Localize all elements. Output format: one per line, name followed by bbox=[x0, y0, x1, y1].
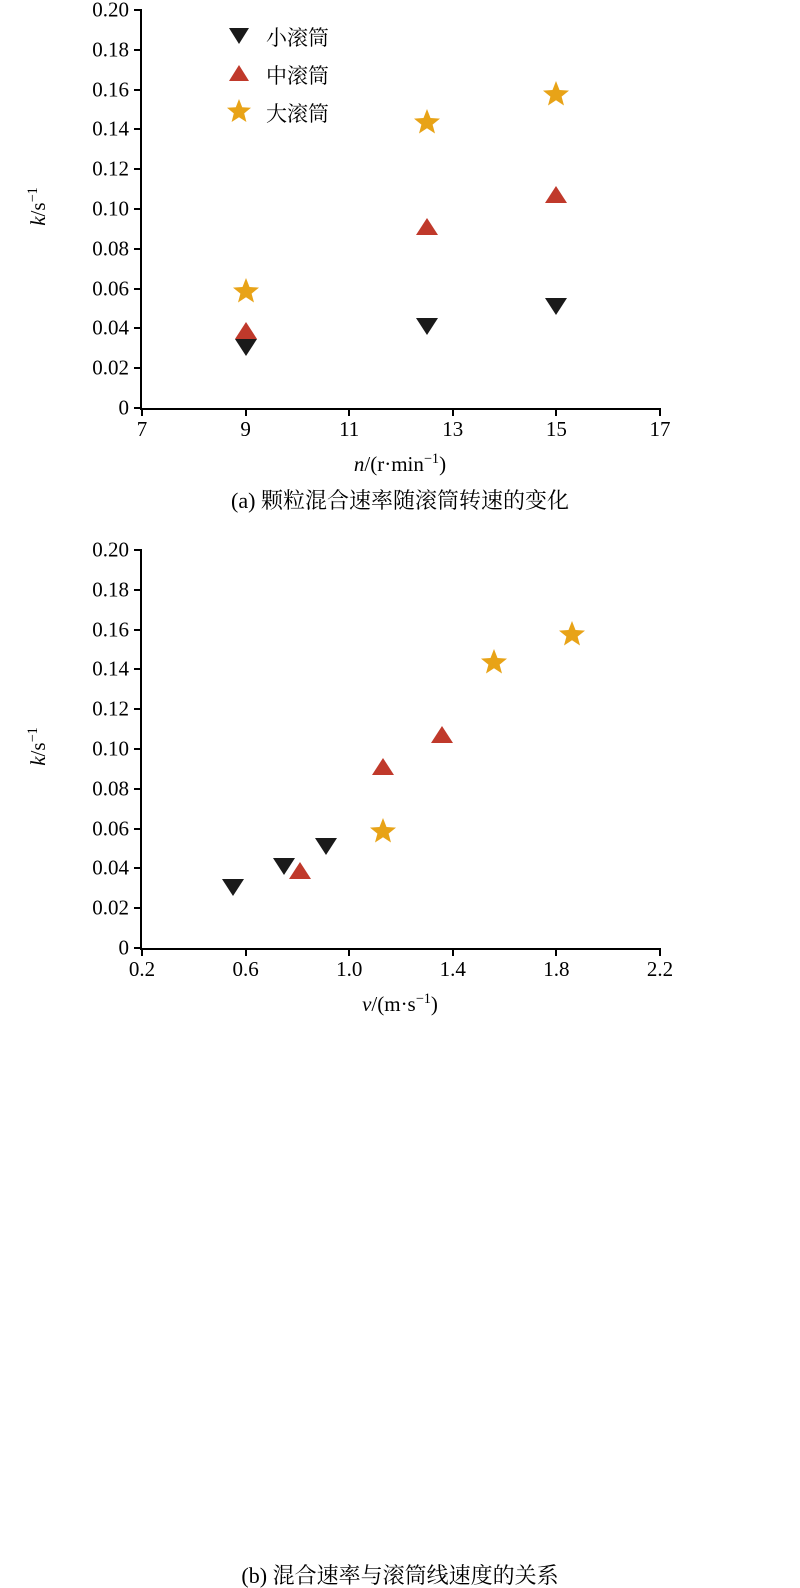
y-tick bbox=[134, 828, 142, 830]
y-tick bbox=[134, 168, 142, 170]
data-point bbox=[232, 317, 260, 345]
x-tick bbox=[245, 408, 247, 416]
y-axis-title-a: $k/s^{-1}$ bbox=[24, 187, 50, 226]
data-point bbox=[541, 79, 571, 109]
y-tick bbox=[134, 367, 142, 369]
data-point bbox=[413, 311, 441, 339]
y-tick-label: 0.20 bbox=[92, 537, 129, 562]
y-tick bbox=[134, 589, 142, 591]
x-axis-title-b: $v/(m\cdot s^{-1})$ bbox=[362, 991, 438, 1016]
y-tick bbox=[134, 907, 142, 909]
data-point bbox=[542, 181, 570, 209]
y-tick bbox=[134, 629, 142, 631]
legend-label-2: 大滚筒 bbox=[266, 102, 329, 126]
star-icon bbox=[222, 97, 256, 130]
x-tick-label: 1.0 bbox=[336, 957, 363, 981]
data-point bbox=[368, 816, 398, 846]
x-tick bbox=[245, 948, 247, 956]
x-axis-title-a: $n/(r\cdot\min^{-1})$ bbox=[353, 451, 447, 476]
x-tick bbox=[452, 948, 454, 956]
x-tick bbox=[348, 948, 350, 956]
figure-b bbox=[0, 530, 800, 1588]
x-tick bbox=[555, 408, 557, 416]
data-point bbox=[412, 107, 442, 137]
x-tick bbox=[141, 408, 143, 416]
x-tick-label: 11 bbox=[339, 417, 360, 441]
legend-item-1 bbox=[222, 56, 329, 94]
y-tick-label: 0 bbox=[118, 935, 129, 960]
y-tick-label: 0.04 bbox=[92, 315, 129, 340]
y-tick bbox=[134, 327, 142, 329]
y-tick-label: 0.18 bbox=[92, 577, 129, 602]
y-tick bbox=[134, 748, 142, 750]
y-tick bbox=[134, 248, 142, 250]
y-tick bbox=[134, 49, 142, 51]
x-tick-label: 1.8 bbox=[543, 957, 570, 981]
y-tick bbox=[134, 128, 142, 130]
x-tick-label: 7 bbox=[136, 417, 148, 441]
x-tick-label: 9 bbox=[240, 417, 251, 441]
x-tick bbox=[452, 408, 454, 416]
x-tick-label: 13 bbox=[442, 417, 464, 441]
x-tick bbox=[555, 948, 557, 956]
y-tick bbox=[134, 89, 142, 91]
y-tick-label: 0.06 bbox=[92, 276, 129, 301]
y-tick-label: 0.20 bbox=[92, 0, 129, 22]
legend-item-2 bbox=[222, 94, 329, 132]
data-point bbox=[557, 619, 587, 649]
y-tick-label: 0.16 bbox=[92, 617, 129, 642]
data-point bbox=[413, 213, 441, 241]
figure-caption-b: (b) 混合速率与滚筒线速度的关系 bbox=[241, 1563, 559, 1588]
y-tick-label: 0.16 bbox=[92, 77, 129, 102]
data-point bbox=[219, 872, 247, 900]
y-tick-label: 0.10 bbox=[92, 196, 129, 221]
x-tick-label: 2.2 bbox=[646, 957, 674, 981]
y-tick bbox=[134, 668, 142, 670]
figure-caption-a: (a) 颗粒混合速率随滚筒转速的变化 bbox=[231, 488, 569, 513]
x-tick-label: 1.4 bbox=[439, 957, 466, 981]
y-tick bbox=[134, 288, 142, 290]
legend-label-1: 中滚筒 bbox=[266, 64, 329, 88]
legend-item-0 bbox=[222, 18, 329, 56]
x-tick-label: 0.2 bbox=[128, 957, 156, 981]
y-tick-label: 0 bbox=[118, 395, 129, 420]
y-tick-label: 0.18 bbox=[92, 37, 129, 62]
data-point bbox=[428, 721, 456, 749]
y-tick bbox=[134, 9, 142, 11]
y-tick-label: 0.02 bbox=[92, 895, 129, 920]
x-tick bbox=[659, 948, 661, 956]
y-tick-label: 0.14 bbox=[92, 656, 129, 681]
data-point bbox=[479, 647, 509, 677]
y-tick bbox=[134, 867, 142, 869]
y-tick-label: 0.10 bbox=[92, 736, 129, 761]
figure-a bbox=[0, 0, 800, 530]
y-tick-label: 0.14 bbox=[92, 116, 129, 141]
y-tick-label: 0.08 bbox=[92, 776, 129, 801]
y-tick-label: 0.12 bbox=[92, 156, 129, 181]
data-point bbox=[542, 291, 570, 319]
y-tick-label: 0.02 bbox=[92, 355, 129, 380]
y-tick-label: 0.08 bbox=[92, 236, 129, 261]
plot-area-a bbox=[0, 0, 800, 476]
y-tick bbox=[134, 208, 142, 210]
y-tick bbox=[134, 708, 142, 710]
y-tick bbox=[134, 549, 142, 551]
x-tick-label: 0.6 bbox=[232, 957, 259, 981]
x-tick-label: 17 bbox=[649, 417, 671, 441]
y-tick-label: 0.12 bbox=[92, 696, 129, 721]
data-point bbox=[286, 857, 314, 885]
x-tick bbox=[659, 408, 661, 416]
x-tick bbox=[348, 408, 350, 416]
plot-area-b bbox=[0, 530, 800, 1016]
axes-b bbox=[92, 537, 674, 981]
legend-label-0: 小滚筒 bbox=[266, 26, 329, 50]
data-point bbox=[312, 831, 340, 859]
y-tick-label: 0.04 bbox=[92, 855, 129, 880]
y-tick-label: 0.06 bbox=[92, 816, 129, 841]
triangle-up-icon bbox=[222, 60, 256, 91]
data-point bbox=[231, 276, 261, 306]
x-tick-label: 15 bbox=[545, 417, 567, 441]
x-tick bbox=[141, 948, 143, 956]
data-point bbox=[369, 753, 397, 781]
legend-a bbox=[222, 18, 329, 132]
triangle-down-icon bbox=[222, 22, 256, 53]
axes-a bbox=[92, 0, 671, 441]
y-tick bbox=[134, 788, 142, 790]
y-axis-title-b: $k/s^{-1}$ bbox=[24, 727, 50, 766]
